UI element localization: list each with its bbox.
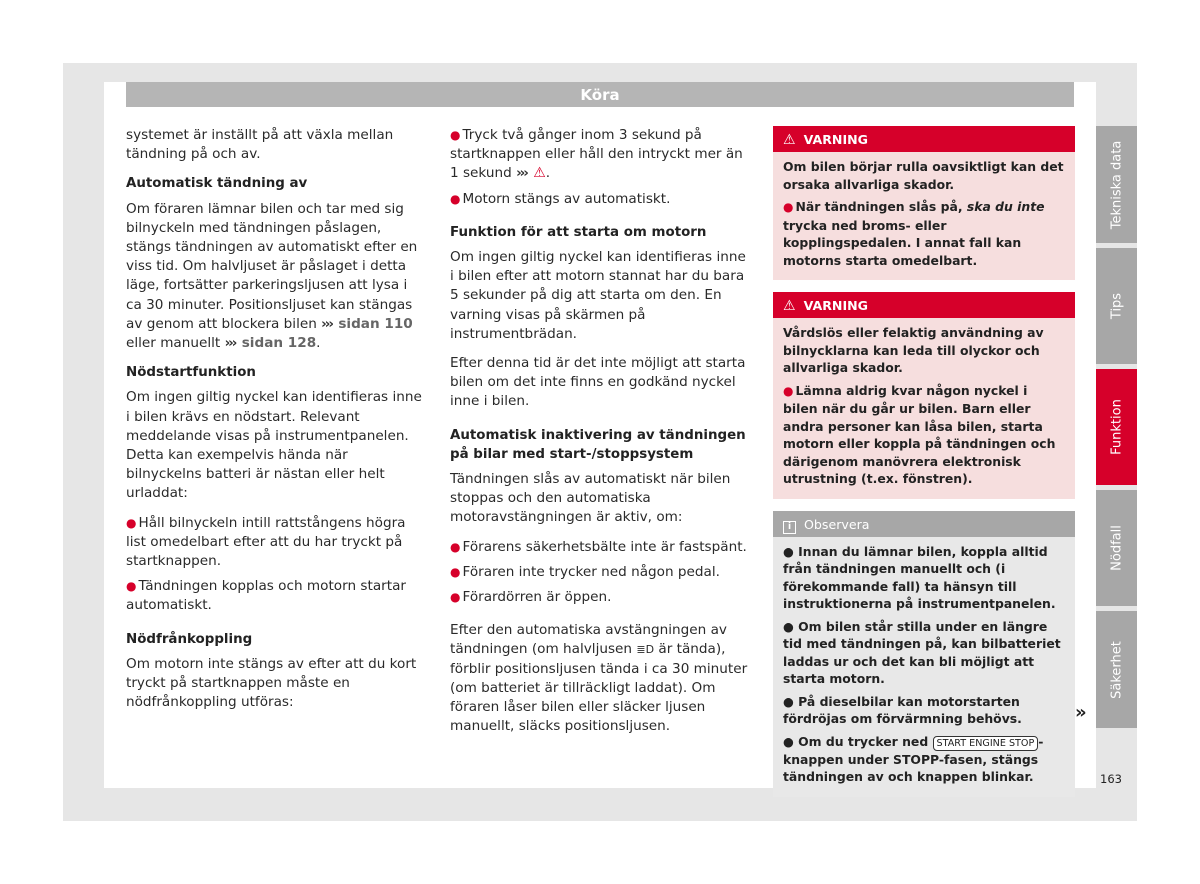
warning-label: VARNING [803,132,869,147]
note-box-header [773,511,1075,537]
auto-deactivation-heading: Automatisk inaktivering av tändningen på bilar med start-/stoppsystem [450,427,746,462]
list-item-text: Tändningen kopplas och motorn startar automatiskt. [126,578,406,614]
list-item [126,577,426,615]
warning-text-bullet: Lämna aldrig kvar någon nyckel i bilen när du går ur bilen. Barn eller andra personer kan låsa bilen, starta motorn eller koppla på tändningen och därigenom manövrera elektronisk utrustning (t.ex. fönstren). [783,382,1056,486]
warning-label: VARNING [803,298,869,313]
bullet-icon: ● [126,579,137,594]
restart-text-2: Efter denna tid är det inte möjligt att starta bilen om det inte finns en godkänd nyckel inne i bilen. [450,355,746,410]
note-text-a: Om du trycker ned [798,733,929,749]
bullet-icon: ● [450,590,461,605]
warning-box-1 [773,126,1075,280]
warning-text [783,382,1065,488]
tab-label: Säkerhet [1109,640,1124,699]
arrow-icon: ››› [516,165,527,182]
tab-label: Tips [1109,292,1124,320]
page-number: 163 [1100,772,1122,786]
warning-text-b: trycka ned broms- eller kopplingspedalen. I annat fall kan motorns starta omedelbart. [783,217,1022,268]
note-label: Observera [804,516,870,532]
list-item-text: Förarens säkerhetsbälte inte är fastspänt. [462,538,747,555]
tab-label: Tekniska data [1109,140,1124,229]
link-page-110[interactable]: sidan 110 [338,315,413,332]
list-item [450,538,750,557]
note-item: ● På dieselbilar kan motorstarten fördröjas om förvärmning behövs. [783,693,1022,726]
list-item-text: Föraren inte trycker ned någon pedal. [462,563,720,580]
tab-funktion[interactable] [1096,369,1137,485]
column-1 [126,126,426,722]
warning-text: Vårdslös eller felaktig användning av bilnycklarna kan leda till olyckor och allvarliga skador. [783,325,1044,375]
restart-text-1: Om ingen giltig nyckel kan identifieras inne i bilen efter att motorn stannat har du bara 5 sekunder på dig att starta om den. En varning visas på skärmen på instrumentbrädan. [450,249,746,342]
auto-deactivation-text: Tändningen slås av automatiskt när bilen stoppas och den automatiska motoravstängningen är aktiv, om: [450,471,731,526]
list-item [450,563,750,582]
info-icon: i [783,521,796,534]
emergency-off-text: Om motorn inte stängs av efter att du kort tryckt på startknappen måste en nödfrånkoppling utföras: [126,655,417,711]
auto-off-text: Om föraren lämnar bilen och tar med sig bilnyckeln med tändningen påslagen, stängs tändningen av automatiskt efter en viss tid. Om halvljuset är påslaget i detta läge, fortsätter parkeringsljusen att lysa i ca 30 minuter. Positionsljuset kan stängas av genom att blockera bilen ››› sidan 110 eller manuellt ››› sidan 128. [126,200,418,352]
note-item: ● Innan du lämnar bilen, koppla alltid från tändningen manuellt och (i förekommande fall) ta hänsyn till instruktionerna på instrumentpanelen. [783,543,1056,611]
note-item: ● Om bilen står stilla under en längre tid med tändningen på, kan bilbatteriet laddas ur och det kan bli möjligt att starta motorn. [783,618,1061,686]
list-item-text: Tryck två gånger inom 3 sekund på startknappen eller håll den intryckt mer än 1 sekund [450,127,743,182]
end-text-b: är tända), förblir positionsljusen tända i ca 30 minuter (om batteriet är tillräckligt laddat). Om föraren låser bilen eller släcker ljusen manuellt, släcks positionsljusen. [450,641,748,735]
continue-mark: » [1075,702,1087,723]
note-text: Om bilen står stilla under en längre tid med tändningen på, kan bilbatteriet laddas ur och det kan bli möjligt att starta motorn. [783,618,1061,686]
column-3 [773,126,1075,809]
tab-label: Funktion [1109,399,1124,455]
auto-off-heading: Automatisk tändning av [126,176,308,192]
tab-sakerhet[interactable] [1096,611,1137,728]
list-item-text: Håll bilnyckeln intill rattstångens högra list omedelbart efter att du har tryckt på startknappen. [126,514,406,570]
intro-text: systemet är inställt på att växla mellan tändning på och av. [126,127,394,163]
warning-triangle-icon: ⚠ [783,132,796,148]
note-text-b: -knappen under STOPP-fasen, stängs tändningen av och knappen blinkar. [783,733,1044,784]
tab-nodfall[interactable] [1096,490,1137,606]
warning-text-a: När tändningen slås på, [795,199,963,214]
list-item-text: Förardörren är öppen. [462,589,612,606]
tab-tips[interactable] [1096,248,1137,364]
list-item-text: Motorn stängs av automatiskt. [462,190,671,207]
bullet-icon: ● [450,539,461,554]
tab-tekniska-data[interactable] [1096,126,1137,243]
low-beam-icon: ≣D [636,643,655,657]
bullet-icon: ● [450,128,461,142]
start-engine-stop-key: START ENGINE STOP [933,736,1039,751]
list-item [450,588,750,607]
emergency-start-heading: Nödstartfunktion [126,365,256,381]
note-box [773,511,1075,797]
warning-text [783,198,1065,269]
bullet-icon: ● [450,191,461,206]
column-2 [450,126,750,746]
emergency-start-text: Om ingen giltig nyckel kan identifieras inne i bilen krävs en nödstart. Relevant meddelande visas på instrumentpanelen. Detta kan exempelvis hända när bilnyckelns batteri är nästan eller helt urladdat: [126,389,422,502]
list-item [126,514,426,572]
tab-label: Nödfall [1109,525,1124,571]
list-item [450,190,750,209]
warning-triangle-icon: ⚠ [783,298,796,314]
note-box-body [773,537,1075,797]
note-item: ● Om du trycker ned START ENGINE STOP -knappen under STOPP-fasen, stängs tändningen av och knappen blinkar. [783,733,1044,784]
auto-off-text-b: eller manuellt [126,335,221,352]
note-text: Innan du lämnar bilen, koppla alltid från tändningen manuellt och (i förekommande fall) ta hänsyn till instruktionerna på instrumentpanelen. [783,543,1056,611]
emergency-off-heading: Nödfrånkoppling [126,631,253,647]
warning-triangle-icon: ⚠ [533,165,546,182]
warning-box-header [773,292,1075,318]
bullet-icon: ● [783,200,794,214]
bullet-icon: ● [450,564,461,579]
warning-box-body [773,318,1075,499]
arrow-icon: ››› [321,315,332,332]
end-text-a: Efter den automatiska avstängningen av tändningen (om halvljusen [450,622,727,658]
section-header: Köra [126,82,1074,107]
auto-deactivation-end [450,621,750,736]
warning-box-body [773,152,1075,280]
warning-text: Om bilen börjar rulla oavsiktligt kan det orsaka allvarliga skador. [783,159,1064,192]
warning-box-2 [773,292,1075,499]
arrow-icon: ››› [224,335,236,352]
link-page-128[interactable]: sidan 128 [241,335,317,352]
restart-heading: Funktion för att starta om motorn [450,224,707,240]
bullet-icon: ● [783,383,794,398]
list-item: ● Tryck två gånger inom 3 sekund på startknappen eller håll den intryckt mer än 1 sekund ››› ⚠. [450,127,743,182]
warning-box-header [773,126,1075,152]
auto-off-text-a: Om föraren lämnar bilen och tar med sig bilnyckeln med tändningen påslagen, stängs tändningen av automatiskt efter en viss tid. Om halvljuset är påslaget i detta läge, fortsätter parkeringsljusen att lysa i ca 30 minuter. Positionsljuset kan stängas av genom att blockera bilen [126,200,418,332]
warning-text-emphasis: ska du inte [966,199,1045,214]
bullet-icon: ● [126,515,137,530]
note-text: På dieselbilar kan motorstarten fördröjas om förvärmning behövs. [783,693,1022,726]
